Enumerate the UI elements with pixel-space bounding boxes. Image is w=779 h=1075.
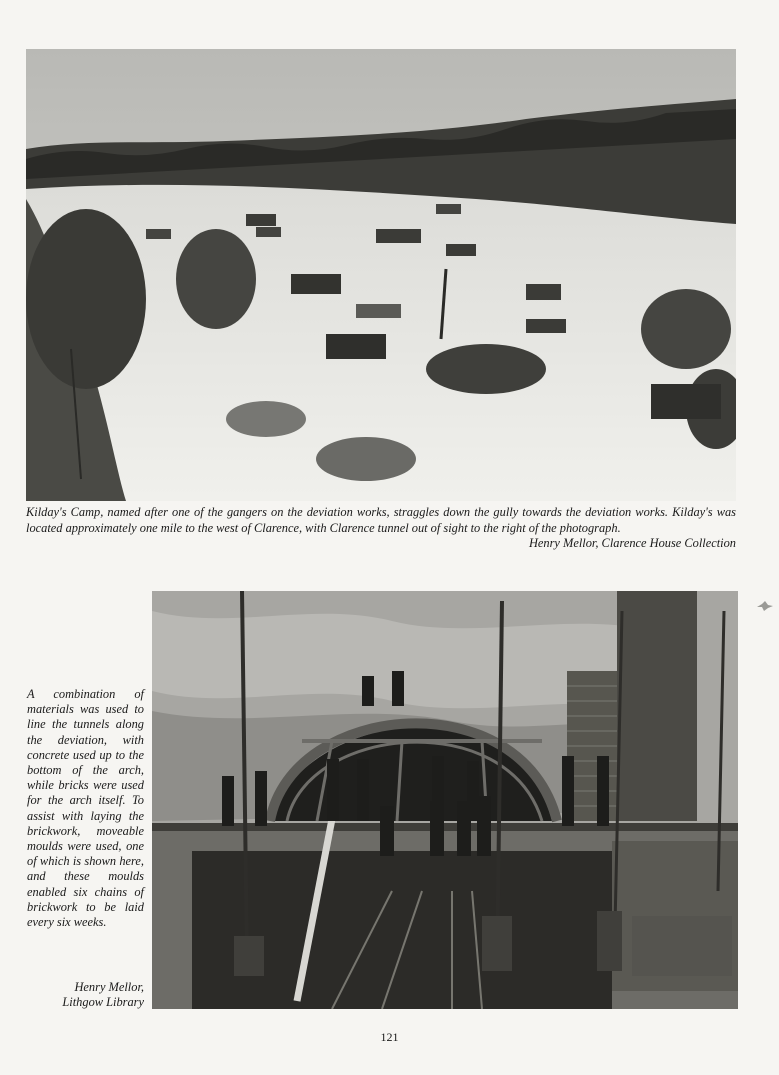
photo-kildays-camp <box>26 49 736 501</box>
side-caption-credit <box>27 980 144 1010</box>
photo-tunnel-mould <box>152 591 738 1009</box>
side-credit-line2: Lithgow Library <box>62 995 144 1010</box>
side-caption: A combination of materials was used to line the tunnels along the deviation, with concrete used up to the bottom of the arch, while bricks were used for the arch itself. To assist with laying the brickwork, moveable moulds were used, one of which is shown here, and these moulds enabled six chains of brickwork to be laid every six weeks. <box>27 687 144 930</box>
side-credit-line1: Henry Mellor, <box>74 980 144 994</box>
margin-smudge <box>756 600 774 612</box>
top-caption-text: Kilday's Camp, named after one of the gangers on the deviation works, straggles down the gully towards the deviation works. Kilday's was located approximately one mile to the west of Clarence, with Clarence tunnel out of sight to the right of the photograph. <box>26 505 736 535</box>
photo-kildays-camp-image <box>26 49 736 501</box>
page-number: 121 <box>380 1030 399 1044</box>
photo-tunnel-mould-image <box>152 591 738 1009</box>
top-caption-credit: Henry Mellor, Clarence House Collection <box>528 536 736 551</box>
top-photo-caption <box>26 505 736 552</box>
